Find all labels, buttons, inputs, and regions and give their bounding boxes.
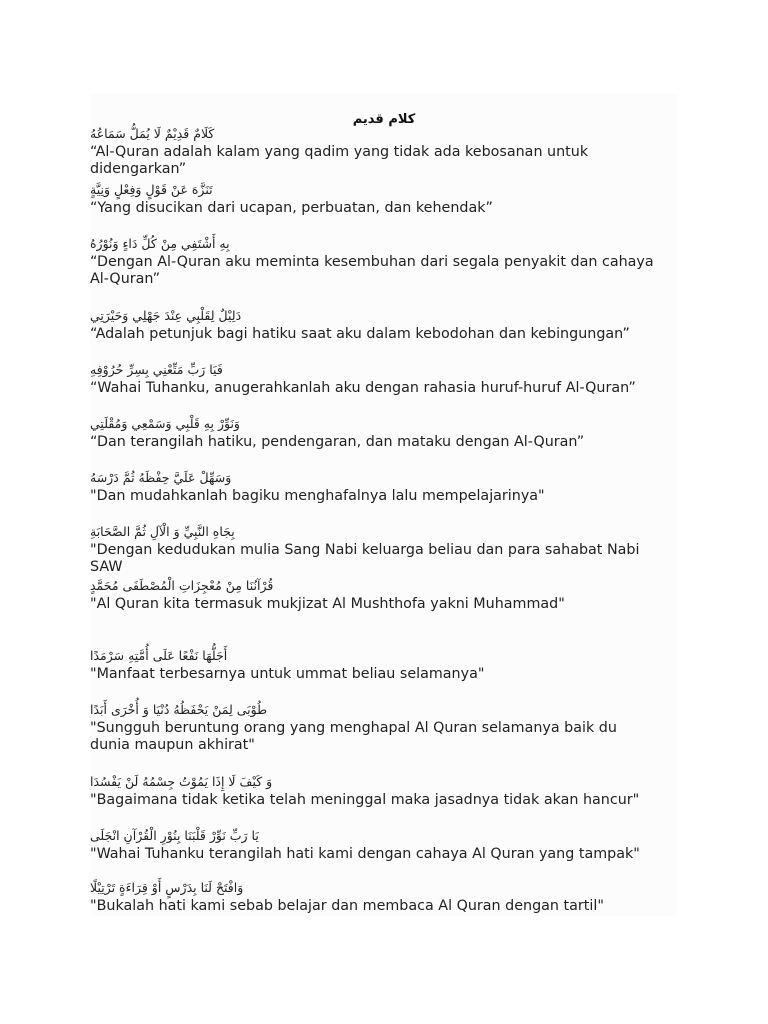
verse-meaning: "Sungguh beruntung orang yang menghapal Al Quran selamanya baik du dunia maupun akhirat"	[90, 720, 617, 753]
verse-arabic: وَافْتَحْ لَنَا بِدَرْسٍ أَوْ قِرَاءَةٍ تَرْتِيْلًا	[90, 880, 244, 895]
verse-arabic: كَلَامٌ قَدِيْمٌ لَا يُمَلُّ سَمَاعُهُ	[90, 126, 215, 141]
verse-arabic: أَجَلُّهَا نَفْعًا عَلَى أُمَّتِهِ سَرْمَدًا	[90, 648, 228, 663]
verse-arabic: فَيَا رَبِّ مَتِّعْنِي بِسِرِّ حُرُوْفِهِ	[90, 362, 223, 377]
verse-meaning: "Al Quran kita termasuk mukjizat Al Mushthofa yakni Muhammad"	[90, 596, 565, 612]
verse-arabic: يَا رَبِّ نَوِّرْ قَلْبَنَا بِنُوْرِ الْقُرْآنِ انْجَلَى	[90, 828, 259, 843]
verse-arabic: وَ كَيْفَ لَا إِذَا يَمُوْتُ جِسْمُهُ لَنْ يَفْسُدَا	[90, 774, 273, 789]
verse-arabic: وَسَهِّلْ عَلَيَّ حِفْظَهُ ثُمَّ دَرْسَهُ	[90, 470, 232, 485]
document-title: كلام قديم	[352, 112, 416, 127]
verse-arabic: وَنَوِّرْ بِهِ قَلْبِي وَسَمْعِي وَمُقْلَتِي	[90, 416, 240, 431]
verse-arabic: دَلِيْلٌ لِقَلْبِي عِنْدَ جَهْلِي وَحَيْرَتِي	[90, 308, 242, 323]
verse-meaning: “Wahai Tuhanku, anugerahkanlah aku dengan rahasia huruf-huruf Al-Quran”	[90, 380, 636, 396]
verse-meaning: “Dan terangilah hatiku, pendengaran, dan mataku dengan Al-Quran”	[90, 434, 585, 450]
verse-meaning: "Dengan kedudukan mulia Sang Nabi keluarga beliau dan para sahabat Nabi SAW	[90, 542, 640, 575]
verse-arabic: تَنَزَّهَ عَنْ قَوْلٍ وَفِعْلٍ وَنِيَّةٍ	[90, 182, 213, 197]
verse-arabic: طُوْبَى لِمَنْ يَحْفَظُهُ دُنْيَا وَ أُخْرَى أَبَدًا	[90, 702, 268, 717]
verse-arabic: بِهِ أَشْتَفِي مِنْ كُلِّ دَاءٍ وَنُوْرُهُ	[90, 236, 230, 251]
verse-arabic: بِجَاهِ النَّبِيِّ وَ الْآلِ ثُمَّ الصَّحَابَةِ	[90, 524, 235, 539]
verse-meaning: "Bagaimana tidak ketika telah meninggal maka jasadnya tidak akan hancur"	[90, 792, 640, 808]
verse-meaning: "Bukalah hati kami sebab belajar dan membaca Al Quran dengan tartil"	[90, 898, 604, 914]
verse-meaning: “Dengan Al-Quran aku meminta kesembuhan dari segala penyakit dan cahaya Al-Quran”	[90, 254, 654, 287]
verse-meaning: “Yang disucikan dari ucapan, perbuatan, dan kehendak”	[90, 200, 493, 216]
verse-arabic: قُرْآنُنَا مِنْ مُعْجِزَاتِ الْمُصْطَفَى مُحَمَّدٍ	[90, 578, 274, 593]
verse-meaning: "Manfaat terbesarnya untuk ummat beliau selamanya"	[90, 666, 485, 682]
verse-meaning: "Wahai Tuhanku terangilah hati kami dengan cahaya Al Quran yang tampak"	[90, 846, 640, 862]
verse-meaning: “Al-Quran adalah kalam yang qadim yang tidak ada kebosanan untuk didengarkan”	[90, 144, 589, 177]
verse-meaning: “Adalah petunjuk bagi hatiku saat aku dalam kebodohan dan kebingungan”	[90, 326, 630, 342]
verse-meaning: "Dan mudahkanlah bagiku menghafalnya lalu mempelajarinya"	[90, 488, 545, 504]
document-page	[90, 94, 678, 916]
